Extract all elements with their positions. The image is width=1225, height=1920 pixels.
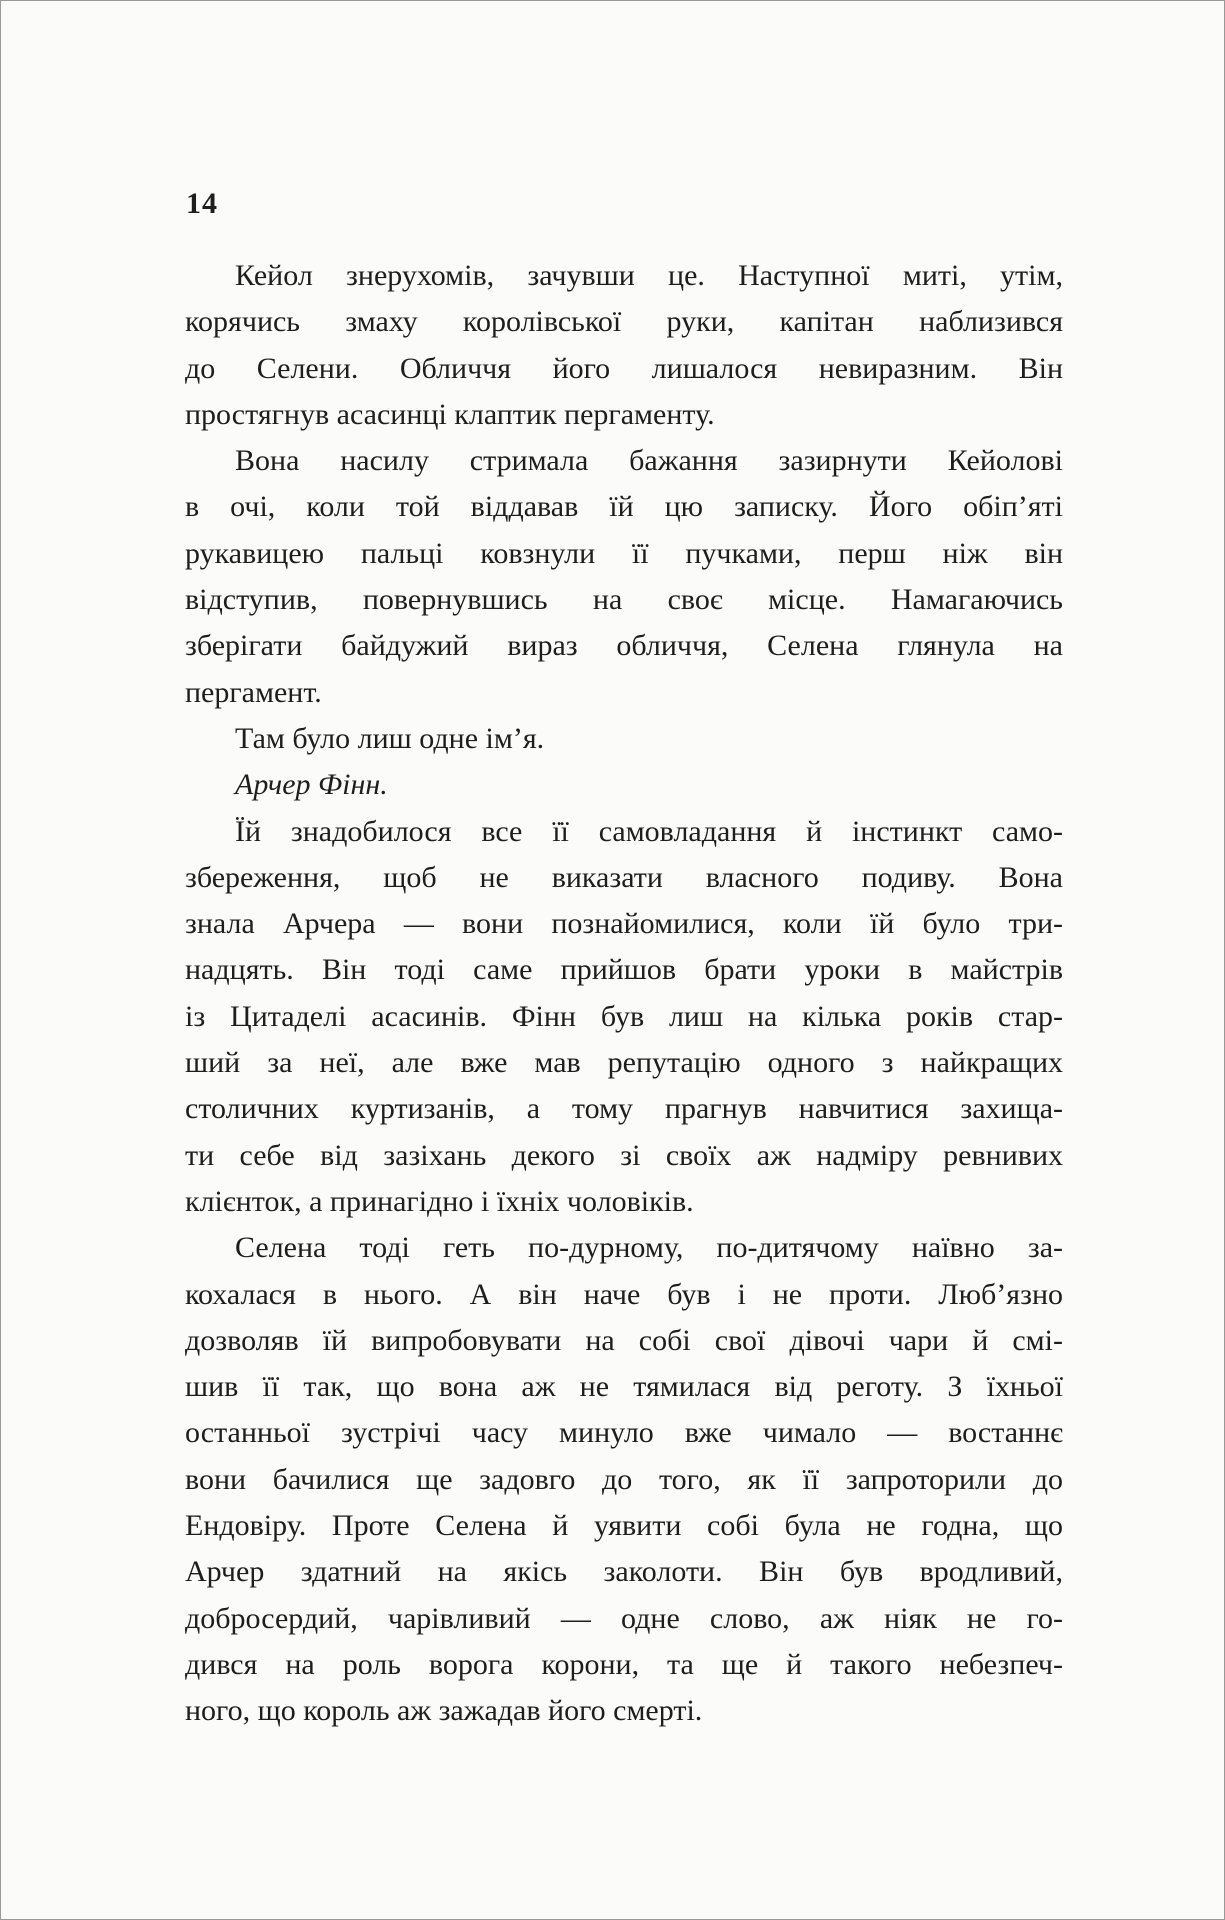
text-line: столичних куртизанів, а тому прагнув навчитися захища- bbox=[185, 1092, 1063, 1126]
text-line: Їй знадобилося все її самовладання й інстинкт само- bbox=[235, 814, 1063, 848]
page-number: 14 bbox=[186, 187, 218, 220]
text-line: Ендовіру. Проте Селена й уявити собі була не годна, що bbox=[185, 1509, 1063, 1543]
text-line: збереження, щоб не виказати власного подиву. Вона bbox=[185, 860, 1063, 894]
text-line: дозволяв їй випробовувати на собі свої дівочі чари й смі- bbox=[185, 1323, 1063, 1357]
text-line: ший за неї, але вже мав репутацію одного з найкращих bbox=[185, 1046, 1063, 1080]
text-line: відступив, повернувшись на своє місце. Намагаючись bbox=[185, 583, 1063, 617]
body-text bbox=[185, 253, 1063, 1735]
text-line: вони бачилися ще задовго до того, як її запроторили до bbox=[185, 1462, 1063, 1496]
text-line: добросердий, чарівливий — одне слово, аж ніяк не го- bbox=[185, 1601, 1063, 1635]
text-line: кохалася в нього. А він наче був і не проти. Люб’язно bbox=[185, 1277, 1063, 1311]
text-line: клієнток, а принагідно і їхніх чоловіків. bbox=[185, 1184, 694, 1218]
text-line: ти себе від зазіхань декого зі своїх аж надміру ревнивих bbox=[185, 1138, 1063, 1172]
text-line: знала Арчера — вони познайомилися, коли їй було три- bbox=[185, 907, 1063, 941]
text-line: корячись змаху королівської руки, капітан наблизився bbox=[185, 305, 1063, 339]
text-line: Там було лиш одне ім’я. bbox=[235, 721, 545, 755]
text-line: ного, що король аж зажадав його смерті. bbox=[185, 1694, 703, 1728]
text-line: Арчер здатний на якісь заколоти. Він був вродливий, bbox=[185, 1555, 1063, 1589]
text-line: пергамент. bbox=[185, 675, 322, 709]
text-line: Селена тоді геть по-дурному, по-дитячому наївно за- bbox=[235, 1231, 1063, 1265]
text-line: рукавицею пальці ковзнули її пучками, перш ніж він bbox=[185, 536, 1063, 570]
text-line: із Цитаделі асасинів. Фінн був лиш на кілька років стар- bbox=[185, 999, 1063, 1033]
text-line: зберігати байдужий вираз обличчя, Селена глянула на bbox=[185, 629, 1063, 663]
text-line: надцять. Він тоді саме прийшов брати уроки в майстрів bbox=[185, 953, 1063, 987]
text-line: до Селени. Обличчя його лишалося невиразним. Він bbox=[185, 351, 1063, 385]
text-line: дився на роль ворога корони, та ще й такого небезпеч- bbox=[185, 1647, 1063, 1681]
text-line: простягнув асасинці клаптик пергаменту. bbox=[185, 397, 715, 431]
text-line: в очі, коли той віддавав їй цю записку. Його обіп’яті bbox=[185, 490, 1063, 524]
text-line: Вона насилу стримала бажання зазирнути Кейолові bbox=[235, 444, 1063, 478]
text-line: Кейол знерухомів, зачувши це. Наступної миті, утім, bbox=[235, 259, 1063, 292]
text-line: шив її так, що вона аж не тямилася від реготу. З їхньої bbox=[185, 1370, 1063, 1404]
text-line: останньої зустрічі часу минуло вже чимало — востаннє bbox=[185, 1416, 1063, 1450]
text-line: Арчер Фінн. bbox=[235, 768, 388, 802]
